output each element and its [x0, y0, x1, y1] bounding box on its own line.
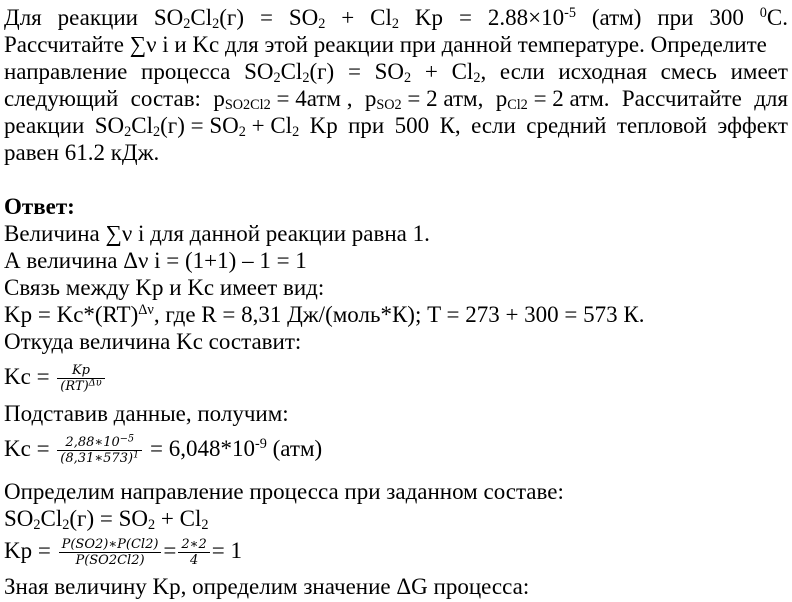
answer-line-12: Зная величину Kp, определим значение ΔG процесса:: [4, 574, 530, 599]
problem-line-4: следующий состав: $p_{SO2Cl2} = 4атм$ , $p_{SO2} = 2$ атм, $p_{Cl2} = 2$ атм. Рассчитайте для: [4, 86, 788, 114]
answer-line-1: Величина ∑ν i для данной реакции равна 1.: [4, 221, 430, 246]
fraction-numeric: $\frac{2∗2}{4}$: [178, 537, 209, 568]
formula-kp-composition: Kp = $\frac{P(SO2)∗P(Cl2)}{P(SO2Cl2)}$ = $\frac{2∗2}{4}$ = 1: [4, 537, 243, 569]
problem-line-1: Для реакции $SO_2Cl_2(г)$ = $SO_2$ + $Cl_2$ Kp = $2.88\times 10^{-5}$ (атм) при 300 $^0$C.: [4, 5, 788, 33]
formula-kc-value: Kc = $\frac{2,88∗10^{-5}}{(8,31∗573)^1}$ = $6,048*10^{-9}$ (атм): [4, 433, 323, 467]
problem-line-3: направление процесса $SO_2Cl_2(г)$ = $SO_2$ + $Cl_2$, если исходная смесь имеет: [4, 59, 788, 87]
fraction-kc-substitution: $\frac{2,88∗10^{-5}}{(8,31∗573)^1}$: [57, 435, 142, 466]
answer-line-7: Подставив данные, получим:: [4, 401, 289, 426]
problem-line-5: реакции $SO_2Cl_2(г) = SO_2 + Cl_2$ Kp при 500 К, если средний тепловой эффект: [4, 113, 788, 141]
answer-line-9: Определим направление процесса при заданном составе:: [4, 479, 564, 504]
answer-line-2: А величина Δν i = (1+1) – 1 = 1: [4, 248, 307, 273]
answer-line-3: Связь между Kp и Kc имеет вид:: [4, 275, 325, 300]
formula-kc-definition: Kc = $\frac{Kp}{(RT)^{\Delta\upsilon}}$: [4, 356, 107, 398]
fraction-kp-over-rt: $\frac{Kp}{(RT)^{\Delta\upsilon}}$: [57, 363, 104, 394]
answer-line-10: $SO_2Cl_2(г) = SO_2 + Cl_2$: [4, 506, 209, 534]
problem-line-6: равен 61.2 кДж.: [4, 140, 160, 165]
answer-heading: Ответ:: [4, 194, 75, 219]
answer-line-5: Откуда величина Kc составит:: [4, 329, 302, 354]
problem-line-2: Рассчитайте ∑ν i и Kc для этой реакции при данной температуре. Определите: [4, 32, 767, 57]
answer-line-4: Kp = Kc*(RT)$^{\Delta\nu}$, где R = 8,31 Дж/(моль*К); T = 273 + 300 = 573 К.: [4, 302, 645, 327]
fraction-partial-pressures: $\frac{P(SO2)∗P(Cl2)}{P(SO2Cl2)}$: [59, 537, 162, 568]
